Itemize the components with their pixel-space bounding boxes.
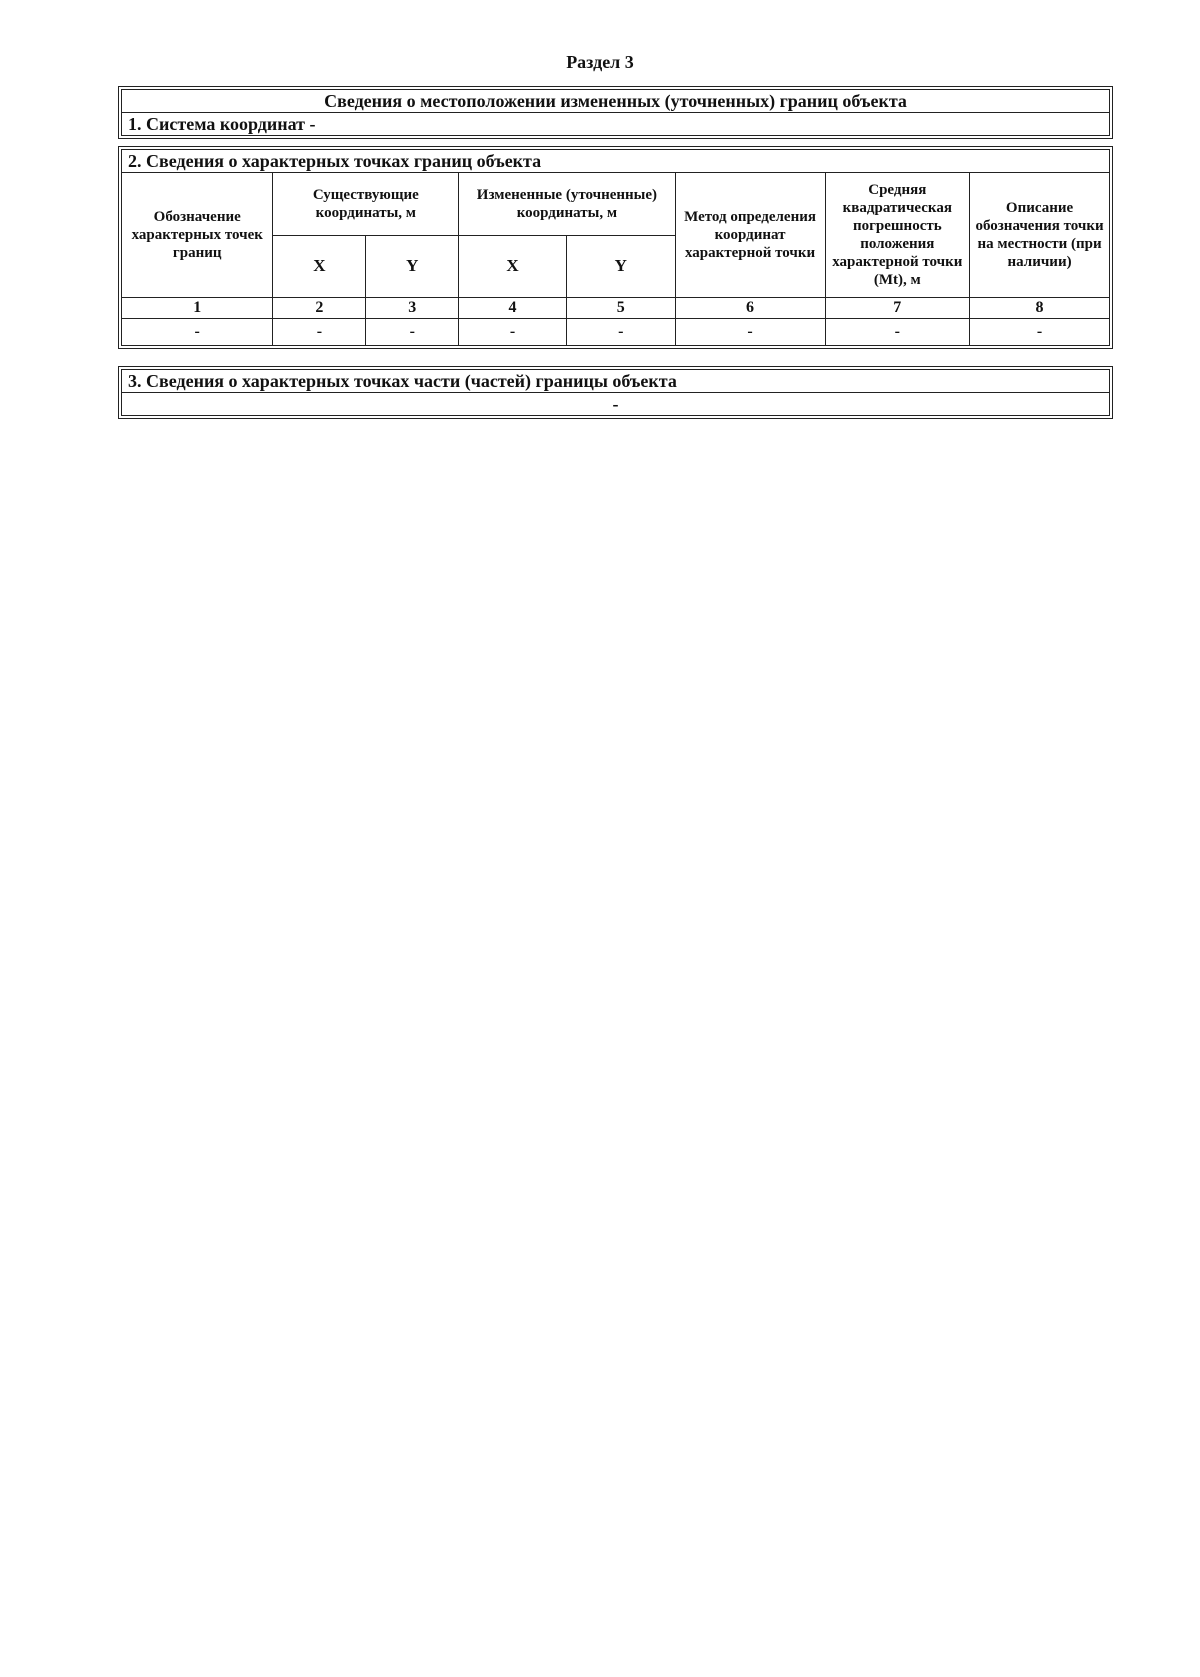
column-number: 2: [273, 297, 366, 318]
table-cell: -: [366, 318, 459, 345]
table-row: [122, 318, 1109, 345]
column-number: 7: [825, 297, 970, 318]
header-existing-y: Y: [366, 235, 459, 297]
column-number: 6: [675, 297, 825, 318]
parts-block: [118, 366, 1113, 419]
column-number: 1: [122, 297, 273, 318]
section-label: Раздел 3: [566, 52, 634, 72]
parts-heading: 3. Сведения о характерных точках части (частей) границы объекта: [128, 371, 677, 391]
points-table: [122, 173, 1109, 345]
coord-system-row: 1. Система координат -: [128, 114, 316, 134]
header-existing-coords: Существующие координаты, м: [273, 173, 459, 235]
column-number: 8: [970, 297, 1109, 318]
table-cell: -: [970, 318, 1109, 345]
table-cell: -: [273, 318, 366, 345]
column-number: 4: [459, 297, 567, 318]
parts-value: -: [612, 394, 619, 414]
table-cell: -: [825, 318, 970, 345]
header-existing-x: X: [273, 235, 366, 297]
header-method: Метод определения координат характерной точки: [675, 173, 825, 297]
header-changed-x: X: [459, 235, 567, 297]
points-block: [118, 146, 1113, 349]
points-heading: 2. Сведения о характерных точках границ объекта: [128, 151, 542, 171]
table-cell: -: [459, 318, 567, 345]
table-cell: -: [566, 318, 675, 345]
column-number: 3: [366, 297, 459, 318]
header-changed-y: Y: [566, 235, 675, 297]
header-changed-coords: Измененные (уточненные) координаты, м: [459, 173, 675, 235]
main-heading: Сведения о местоположении измененных (уточненных) границ объекта: [324, 91, 907, 111]
header-description: Описание обозначения точки на местности (при наличии): [970, 173, 1109, 297]
header-designation: Обозначение характерных точек границ: [122, 173, 273, 297]
table-cell: -: [122, 318, 273, 345]
column-number: 5: [566, 297, 675, 318]
location-info-block: [118, 86, 1113, 139]
table-cell: -: [675, 318, 825, 345]
header-error: Средняя квадратическая погрешность положения характерной точки (Mt), м: [825, 173, 970, 297]
column-number-row: [122, 297, 1109, 318]
